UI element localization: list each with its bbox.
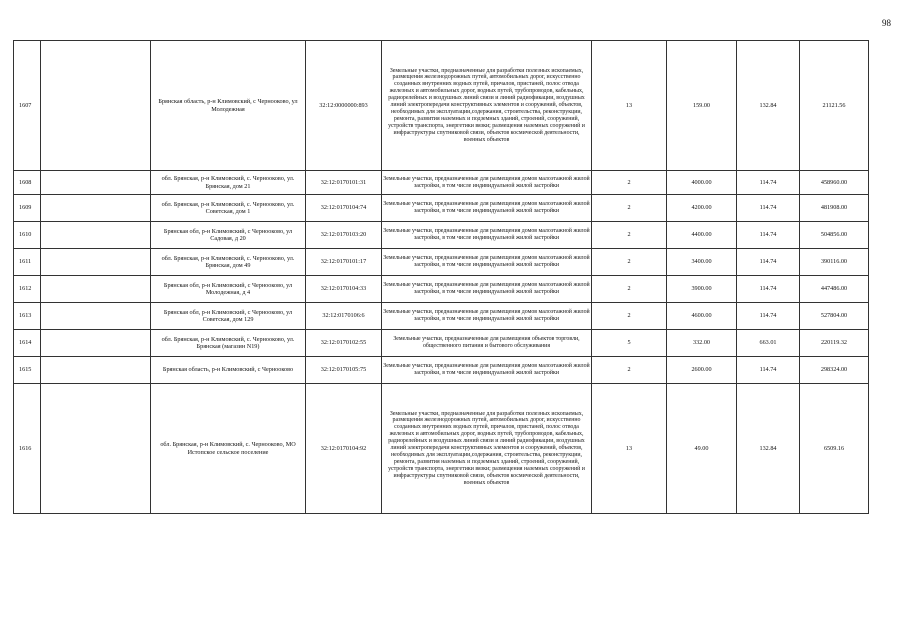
address-cell: Брянская обл, р-н Климовский, с Чернооково, ул Молодежная, д 4 bbox=[151, 276, 306, 303]
rate-cell: 114.74 bbox=[737, 357, 800, 384]
area-cell: 3900.00 bbox=[667, 276, 737, 303]
address-cell: Брянская обл, р-н Климовский, с Чернооково, ул Садовая, д 20 bbox=[151, 222, 306, 249]
row-number: 1609 bbox=[14, 195, 41, 222]
row-number: 1610 bbox=[14, 222, 41, 249]
table-row bbox=[14, 222, 869, 249]
table-row bbox=[14, 171, 869, 195]
category-cell: 2 bbox=[592, 195, 667, 222]
empty-cell bbox=[41, 330, 151, 357]
area-cell: 49.00 bbox=[667, 384, 737, 514]
area-cell: 4200.00 bbox=[667, 195, 737, 222]
address-cell: обл. Брянская, р-н Климовский, с. Чернооково, ул. Брянская, дом 21 bbox=[151, 171, 306, 195]
page-number: 98 bbox=[882, 18, 891, 28]
row-number: 1608 bbox=[14, 171, 41, 195]
cadastral-value-cell: 527804.00 bbox=[800, 303, 869, 330]
table-row bbox=[14, 249, 869, 276]
address-cell: Брянская область, р-н Климовский, с Чернооково bbox=[151, 357, 306, 384]
address-cell: обл. Брянская, р-н Климовский, с. Чернооково, ул. Советская, дом 1 bbox=[151, 195, 306, 222]
empty-cell bbox=[41, 357, 151, 384]
rate-cell: 114.74 bbox=[737, 249, 800, 276]
cadastral-number-cell: 32:12:0000000:893 bbox=[306, 41, 382, 171]
area-cell: 4600.00 bbox=[667, 303, 737, 330]
table-row bbox=[14, 357, 869, 384]
area-cell: 3400.00 bbox=[667, 249, 737, 276]
cadastral-number-cell: 32:12:0170105:75 bbox=[306, 357, 382, 384]
address-cell: обл. Брянская, р-н Климовский, с. Чернооково, ул. Брянская (магазин N19) bbox=[151, 330, 306, 357]
category-cell: 5 bbox=[592, 330, 667, 357]
rate-cell: 132.84 bbox=[737, 41, 800, 171]
cadastral-number-cell: 32:12:0170101:17 bbox=[306, 249, 382, 276]
land-use-cell: Земельные участки, предназначенные для разработки полезных ископаемых, размещения железнодорожных путей, автомобильных дорог, искусственно созданных внутренних водных путей, причалов, пристаней, полос отвода железных и автомобильных дорог, водных путей, трубопроводов, кабельных, радиорелейных и воздушных линий связи и линий радиофикации, воздушных линий электропередачи конструктивных элементов и сооружений, объектов, необходимых для эксплуатации,содержания, строительства, реконструкции, ремонта, развития наземных и подземных зданий, строений, сооружений, устройств транспорта, энергетики вязки; размещения наземных сооружений и инфраструктуры спутниковой связи, объектов космической деятельности, военных объектов bbox=[382, 384, 592, 514]
land-use-cell: Земельные участки, предназначенные для размещения домов малоэтажной жилой застройки, в том числе индивидуальной жилой застройки bbox=[382, 276, 592, 303]
category-cell: 2 bbox=[592, 276, 667, 303]
cadastral-value-cell: 220119.32 bbox=[800, 330, 869, 357]
table-row bbox=[14, 195, 869, 222]
land-use-cell: Земельные участки, предназначенные для размещения домов малоэтажной жилой застройки, в том числе индивидуальной жилой застройки bbox=[382, 171, 592, 195]
table-row bbox=[14, 330, 869, 357]
row-number: 1611 bbox=[14, 249, 41, 276]
empty-cell bbox=[41, 195, 151, 222]
land-use-cell: Земельные участки, предназначенные для разработки полезных ископаемых, размещения железнодорожных путей, автомобильных дорог, искусственно созданных внутренних водных путей, причалов, пристаней, полос отвода железных и автомобильных дорог, водных путей, трубопроводов, кабельных, радиорелейных и воздушных линий связи и линий радиофикации, воздушных линий электропередачи конструктивных элементов и сооружений, объектов, необходимых для эксплуатации,содержания, строительства, реконструкции, ремонта, развития наземных и подземных зданий, строений, сооружений, устройств транспорта, энергетики вязки; размещения наземных сооружений и инфраструктуры спутниковой связи, объектов космической деятельности, военных объектов bbox=[382, 41, 592, 171]
empty-cell bbox=[41, 303, 151, 330]
area-cell: 332.00 bbox=[667, 330, 737, 357]
cadastral-number-cell: 32:12:0170106:6 bbox=[306, 303, 382, 330]
address-cell: обл. Брянская, р-н Климовский, с. Чернооково, ул. Брянская, дом 49 bbox=[151, 249, 306, 276]
category-cell: 2 bbox=[592, 171, 667, 195]
land-use-cell: Земельные участки, предназначенные для размещения объектов торговли, общественного питания и бытового обслуживания bbox=[382, 330, 592, 357]
address-cell: обл. Брянская, р-н Климовский, с. Чернооково, МО Истопское сельское поселение bbox=[151, 384, 306, 514]
area-cell: 2600.00 bbox=[667, 357, 737, 384]
rate-cell: 132.84 bbox=[737, 384, 800, 514]
cadastral-value-cell: 21121.56 bbox=[800, 41, 869, 171]
empty-cell bbox=[41, 171, 151, 195]
address-cell: Брянская обл, р-н Климовский, с Чернооково, ул Советская, дом 129 bbox=[151, 303, 306, 330]
category-cell: 2 bbox=[592, 249, 667, 276]
rate-cell: 114.74 bbox=[737, 276, 800, 303]
cadastral-value-cell: 504856.00 bbox=[800, 222, 869, 249]
category-cell: 2 bbox=[592, 222, 667, 249]
empty-cell bbox=[41, 41, 151, 171]
empty-cell bbox=[41, 222, 151, 249]
cadastral-number-cell: 32:12:0170104:33 bbox=[306, 276, 382, 303]
cadastral-number-cell: 32:12:0170101:31 bbox=[306, 171, 382, 195]
row-number: 1613 bbox=[14, 303, 41, 330]
cadastral-value-cell: 481908.00 bbox=[800, 195, 869, 222]
category-cell: 13 bbox=[592, 41, 667, 171]
land-use-cell: Земельные участки, предназначенные для размещения домов малоэтажной жилой застройки, в том числе индивидуальной жилой застройки bbox=[382, 249, 592, 276]
category-cell: 2 bbox=[592, 303, 667, 330]
land-use-cell: Земельные участки, предназначенные для размещения домов малоэтажной жилой застройки, в том числе индивидуальной жилой застройки bbox=[382, 357, 592, 384]
cadastral-number-cell: 32:12:0170102:55 bbox=[306, 330, 382, 357]
row-number: 1614 bbox=[14, 330, 41, 357]
empty-cell bbox=[41, 249, 151, 276]
cadastral-value-cell: 390116.00 bbox=[800, 249, 869, 276]
area-cell: 159.00 bbox=[667, 41, 737, 171]
table-row bbox=[14, 41, 869, 171]
cadastral-value-cell: 298324.00 bbox=[800, 357, 869, 384]
cadastral-number-cell: 32:12:0170104:74 bbox=[306, 195, 382, 222]
row-number: 1615 bbox=[14, 357, 41, 384]
cadastral-number-cell: 32:12:0170103:20 bbox=[306, 222, 382, 249]
row-number: 1616 bbox=[14, 384, 41, 514]
rate-cell: 114.74 bbox=[737, 195, 800, 222]
row-number: 1612 bbox=[14, 276, 41, 303]
rate-cell: 114.74 bbox=[737, 171, 800, 195]
cadastral-value-cell: 458960.00 bbox=[800, 171, 869, 195]
table-body bbox=[14, 41, 869, 514]
cadastral-value-cell: 447486.00 bbox=[800, 276, 869, 303]
rate-cell: 114.74 bbox=[737, 303, 800, 330]
cadastral-value-table bbox=[13, 40, 869, 514]
cadastral-number-cell: 32:12:0170104:92 bbox=[306, 384, 382, 514]
category-cell: 13 bbox=[592, 384, 667, 514]
land-use-cell: Земельные участки, предназначенные для размещения домов малоэтажной жилой застройки, в том числе индивидуальной жилой застройки bbox=[382, 222, 592, 249]
empty-cell bbox=[41, 276, 151, 303]
area-cell: 4000.00 bbox=[667, 171, 737, 195]
cadastral-value-cell: 6509.16 bbox=[800, 384, 869, 514]
land-use-cell: Земельные участки, предназначенные для размещения домов малоэтажной жилой застройки, в том числе индивидуальной жилой застройки bbox=[382, 195, 592, 222]
address-cell: Брянская область, р-н Климовский, с Чернооково, ул Молодежная bbox=[151, 41, 306, 171]
empty-cell bbox=[41, 384, 151, 514]
table-row bbox=[14, 303, 869, 330]
area-cell: 4400.00 bbox=[667, 222, 737, 249]
rate-cell: 114.74 bbox=[737, 222, 800, 249]
category-cell: 2 bbox=[592, 357, 667, 384]
table-row bbox=[14, 276, 869, 303]
table-row bbox=[14, 384, 869, 514]
rate-cell: 663.01 bbox=[737, 330, 800, 357]
land-use-cell: Земельные участки, предназначенные для размещения домов малоэтажной жилой застройки, в том числе индивидуальной жилой застройки bbox=[382, 303, 592, 330]
row-number: 1607 bbox=[14, 41, 41, 171]
